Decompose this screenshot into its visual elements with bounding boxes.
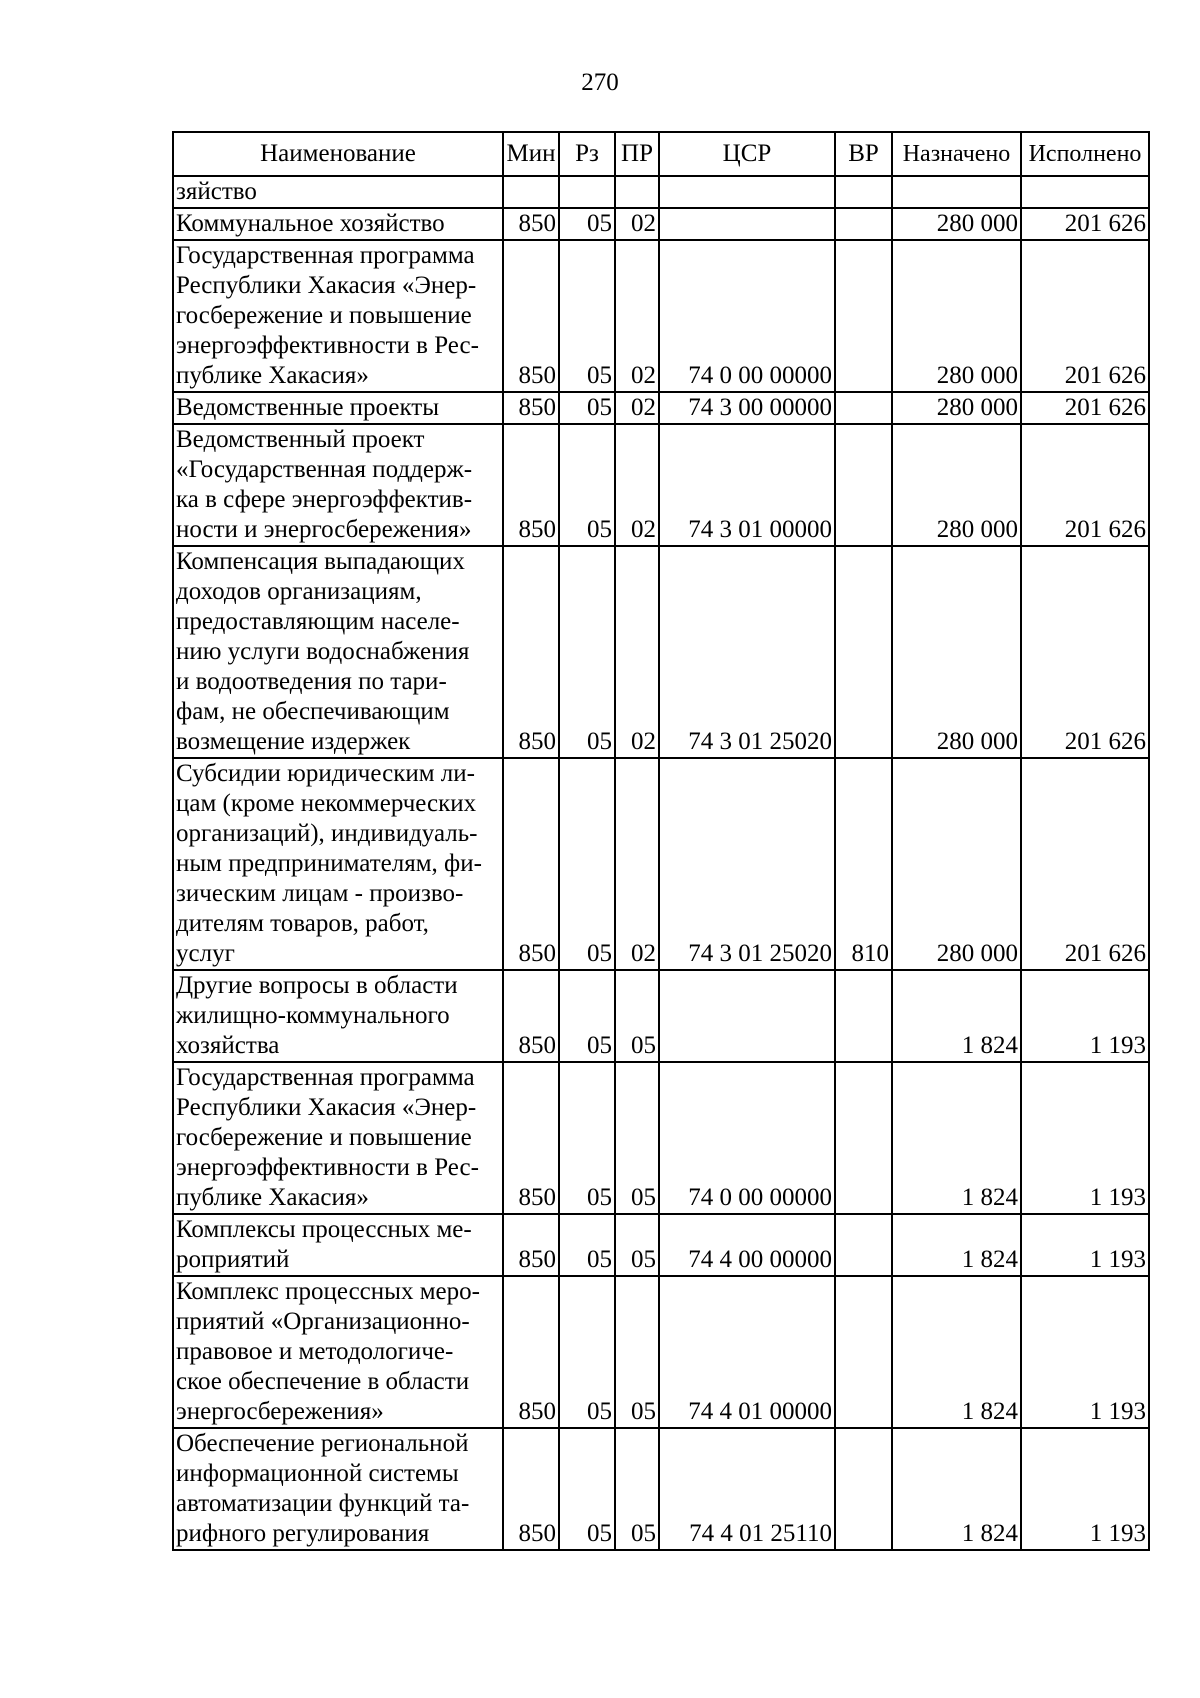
cell-executed: 1 193 [1021, 1062, 1149, 1214]
header-pr: ПР [615, 132, 659, 176]
name-line: Комплексы процессных ме- [176, 1216, 472, 1243]
cell-min: 850 [503, 970, 559, 1062]
cell-assigned: 280 000 [892, 546, 1021, 758]
name-line: предоставляющим населе- [176, 608, 460, 635]
name-line: Республики Хакасия «Энер- [176, 1094, 477, 1121]
cell-csr: 74 0 00 00000 [659, 1062, 835, 1214]
cell-pr [615, 176, 659, 208]
name-line: правовое и методологиче- [176, 1338, 454, 1365]
cell-rz: 05 [559, 970, 615, 1062]
cell-pr: 05 [615, 1428, 659, 1550]
header-vr: ВР [835, 132, 892, 176]
table-row [173, 424, 1149, 546]
table-row [173, 1062, 1149, 1214]
cell-csr: 74 4 01 00000 [659, 1276, 835, 1428]
name-line: публике Хакасия» [176, 362, 369, 389]
cell-csr: 74 0 00 00000 [659, 240, 835, 392]
cell-assigned: 1 824 [892, 1062, 1021, 1214]
cell-min: 850 [503, 546, 559, 758]
cell-min: 850 [503, 1062, 559, 1214]
name-line: зяйство [176, 178, 257, 205]
cell-min: 850 [503, 392, 559, 424]
table-row [173, 758, 1149, 970]
name-line: Ведомственный проект [176, 426, 425, 453]
name-line: дителям товаров, работ, [176, 910, 429, 937]
cell-pr: 02 [615, 208, 659, 240]
name-line: Другие вопросы в области [176, 972, 458, 999]
cell-vr [835, 970, 892, 1062]
cell-csr: 74 3 01 00000 [659, 424, 835, 546]
cell-pr: 02 [615, 240, 659, 392]
cell-vr [835, 1214, 892, 1276]
name-line: возмещение издержек [176, 728, 411, 755]
name-line: приятий «Организационно- [176, 1308, 470, 1335]
table-row [173, 208, 1149, 240]
name-line: Субсидии юридическим ли- [176, 760, 475, 787]
cell-csr: 74 4 01 25110 [659, 1428, 835, 1550]
name-line: ности и энергосбережения» [176, 516, 472, 543]
name-line: «Государственная поддерж- [176, 456, 473, 483]
cell-csr [659, 970, 835, 1062]
name-line: Государственная программа [176, 1064, 475, 1091]
cell-min: 850 [503, 1428, 559, 1550]
cell-name [173, 1276, 503, 1428]
table-body [173, 176, 1149, 1550]
name-line: Государственная программа [176, 242, 475, 269]
cell-executed: 201 626 [1021, 424, 1149, 546]
cell-csr: 74 3 00 00000 [659, 392, 835, 424]
cell-executed: 1 193 [1021, 1428, 1149, 1550]
cell-name [173, 1214, 503, 1276]
cell-pr: 02 [615, 546, 659, 758]
cell-rz: 05 [559, 424, 615, 546]
header-csr: ЦСР [659, 132, 835, 176]
cell-name [173, 758, 503, 970]
cell-rz: 05 [559, 392, 615, 424]
table-row [173, 392, 1149, 424]
cell-min: 850 [503, 1214, 559, 1276]
name-line: ным предпринимателям, фи- [176, 850, 482, 877]
cell-pr: 02 [615, 424, 659, 546]
name-line: доходов организациям, [176, 578, 422, 605]
name-line: Обеспечение региональной [176, 1430, 469, 1457]
cell-assigned [892, 176, 1021, 208]
name-line: Коммунальное хозяйство [176, 210, 445, 237]
table-row [173, 1276, 1149, 1428]
name-line: услуг [176, 940, 235, 967]
cell-executed: 201 626 [1021, 240, 1149, 392]
cell-name [173, 208, 503, 240]
table-row [173, 970, 1149, 1062]
cell-rz: 05 [559, 1428, 615, 1550]
cell-assigned: 280 000 [892, 392, 1021, 424]
name-line: Компенсация выпадающих [176, 548, 465, 575]
cell-name [173, 1062, 503, 1214]
cell-vr [835, 208, 892, 240]
page-number: 270 [581, 69, 619, 96]
cell-rz: 05 [559, 1214, 615, 1276]
header-name: Наименование [173, 132, 503, 176]
table-row [173, 1214, 1149, 1276]
table-row [173, 1428, 1149, 1550]
cell-pr: 05 [615, 1214, 659, 1276]
name-line: автоматизации функций та- [176, 1490, 470, 1517]
cell-assigned: 280 000 [892, 240, 1021, 392]
cell-rz: 05 [559, 1276, 615, 1428]
header-rz: Рз [559, 132, 615, 176]
name-line: ское обеспечение в области [176, 1368, 470, 1395]
table-row [173, 240, 1149, 392]
cell-name [173, 1428, 503, 1550]
cell-csr [659, 176, 835, 208]
cell-min: 850 [503, 424, 559, 546]
name-line: публике Хакасия» [176, 1184, 369, 1211]
name-line: и водоотведения по тари- [176, 668, 447, 695]
name-line: фам, не обеспечивающим [176, 698, 450, 725]
cell-assigned: 1 824 [892, 1214, 1021, 1276]
cell-vr [835, 1276, 892, 1428]
cell-assigned: 280 000 [892, 424, 1021, 546]
cell-assigned: 1 824 [892, 970, 1021, 1062]
cell-pr: 05 [615, 1062, 659, 1214]
cell-assigned: 280 000 [892, 208, 1021, 240]
table-row [173, 176, 1149, 208]
name-line: энергоэффективности в Рес- [176, 1154, 479, 1181]
cell-name [173, 970, 503, 1062]
name-line: энергоэффективности в Рес- [176, 332, 479, 359]
cell-name [173, 392, 503, 424]
cell-name [173, 546, 503, 758]
cell-rz: 05 [559, 208, 615, 240]
name-line: Республики Хакасия «Энер- [176, 272, 477, 299]
cell-vr [835, 392, 892, 424]
name-line: госбережение и повышение [176, 1124, 472, 1151]
cell-rz: 05 [559, 758, 615, 970]
cell-vr [835, 240, 892, 392]
name-line: Ведомственные проекты [176, 394, 440, 421]
cell-executed: 201 626 [1021, 392, 1149, 424]
name-line: зическим лицам - произво- [176, 880, 464, 907]
cell-executed: 1 193 [1021, 970, 1149, 1062]
cell-min: 850 [503, 1276, 559, 1428]
name-line: энергосбережения» [176, 1398, 384, 1425]
cell-vr: 810 [835, 758, 892, 970]
cell-name [173, 176, 503, 208]
name-line: роприятий [176, 1246, 290, 1273]
name-line: госбережение и повышение [176, 302, 472, 329]
name-line: рифного регулирования [176, 1520, 430, 1547]
cell-executed: 201 626 [1021, 546, 1149, 758]
cell-csr: 74 4 00 00000 [659, 1214, 835, 1276]
name-line: организаций), индивидуаль- [176, 820, 478, 847]
table-header [173, 132, 1149, 176]
cell-csr: 74 3 01 25020 [659, 546, 835, 758]
cell-assigned: 1 824 [892, 1276, 1021, 1428]
name-line: нию услуги водоснабжения [176, 638, 470, 665]
cell-name [173, 240, 503, 392]
name-line: хозяйства [176, 1032, 280, 1059]
header-executed: Исполнено [1021, 132, 1149, 176]
header-min: Мин [503, 132, 559, 176]
budget-table [172, 131, 1150, 1551]
cell-pr: 05 [615, 1276, 659, 1428]
cell-csr [659, 208, 835, 240]
cell-min: 850 [503, 240, 559, 392]
cell-csr: 74 3 01 25020 [659, 758, 835, 970]
cell-rz [559, 176, 615, 208]
cell-rz: 05 [559, 240, 615, 392]
cell-vr [835, 1062, 892, 1214]
name-line: ка в сфере энергоэффектив- [176, 486, 473, 513]
table-row [173, 546, 1149, 758]
cell-vr [835, 1428, 892, 1550]
cell-vr [835, 546, 892, 758]
cell-assigned: 280 000 [892, 758, 1021, 970]
cell-executed: 1 193 [1021, 1214, 1149, 1276]
name-line: цам (кроме некоммерческих [176, 790, 477, 817]
cell-pr: 02 [615, 392, 659, 424]
cell-executed: 201 626 [1021, 758, 1149, 970]
cell-vr [835, 424, 892, 546]
cell-assigned: 1 824 [892, 1428, 1021, 1550]
header-row [173, 132, 1149, 176]
cell-executed: 1 193 [1021, 1276, 1149, 1428]
name-line: информационной системы [176, 1460, 459, 1487]
name-line: Комплекс процессных меро- [176, 1278, 480, 1305]
cell-name [173, 424, 503, 546]
cell-min: 850 [503, 758, 559, 970]
header-assigned: Назначено [892, 132, 1021, 176]
cell-executed [1021, 176, 1149, 208]
cell-executed: 201 626 [1021, 208, 1149, 240]
cell-rz: 05 [559, 1062, 615, 1214]
cell-pr: 02 [615, 758, 659, 970]
cell-vr [835, 176, 892, 208]
name-line: жилищно-коммунального [176, 1002, 450, 1029]
cell-min [503, 176, 559, 208]
cell-rz: 05 [559, 546, 615, 758]
cell-pr: 05 [615, 970, 659, 1062]
cell-min: 850 [503, 208, 559, 240]
